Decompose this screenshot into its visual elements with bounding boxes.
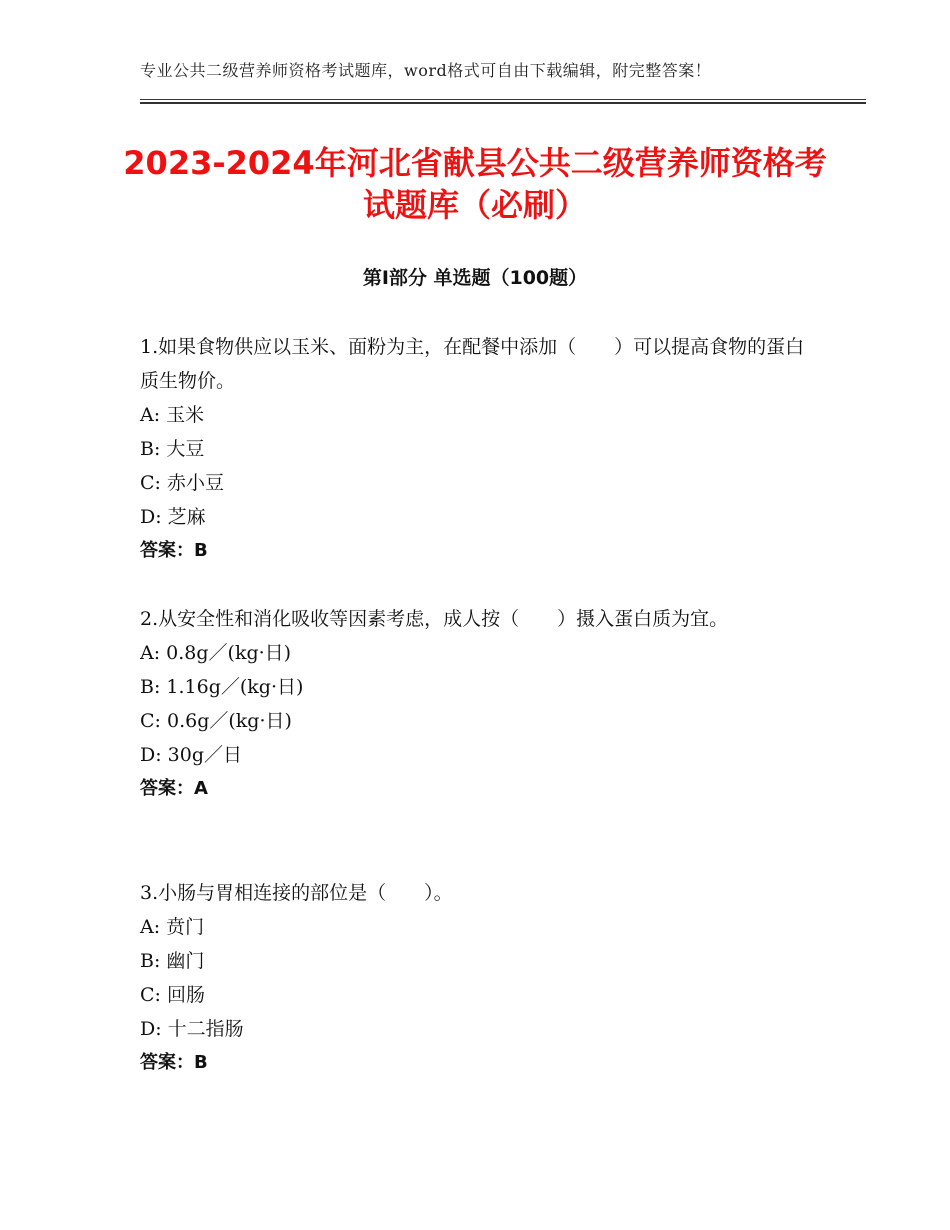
question-stem: 3.小肠与胃相连接的部位是（ ）。 bbox=[140, 882, 453, 904]
section-title: 第Ⅰ部分 单选题（100题） bbox=[362, 267, 588, 289]
option-c: C: 赤小豆 bbox=[140, 472, 224, 494]
question-2 bbox=[140, 602, 810, 806]
question-3 bbox=[140, 876, 810, 1080]
question-1 bbox=[140, 330, 810, 568]
option-d: D: 十二指肠 bbox=[140, 1018, 244, 1040]
answer: 答案：B bbox=[140, 1052, 208, 1073]
question-stem: 2.从安全性和消化吸收等因素考虑，成人按（ ）摄入蛋白质为宜。 bbox=[140, 608, 729, 630]
option-a: A: 玉米 bbox=[140, 404, 205, 426]
option-d: D: 30g／日 bbox=[140, 744, 243, 766]
option-b: B: 大豆 bbox=[140, 438, 205, 460]
option-c: C: 0.6g／(kg·日) bbox=[140, 710, 292, 732]
option-a: A: 贲门 bbox=[140, 916, 205, 938]
header-divider-thick bbox=[140, 102, 866, 104]
option-b: B: 1.16g／(kg·日) bbox=[140, 676, 304, 698]
answer: 答案：A bbox=[140, 778, 208, 799]
question-stem: 1.如果食物供应以玉米、面粉为主，在配餐中添加（ ）可以提高食物的蛋白质生物价。 bbox=[140, 336, 805, 392]
option-c: C: 回肠 bbox=[140, 984, 205, 1006]
option-b: B: 幽门 bbox=[140, 950, 205, 972]
header-divider-thin bbox=[140, 99, 866, 100]
document-title: 2023-2024年河北省献县公共二级营养师资格考试题库（必刷） bbox=[123, 144, 827, 224]
answer: 答案：B bbox=[140, 540, 208, 561]
option-d: D: 芝麻 bbox=[140, 506, 206, 528]
option-a: A: 0.8g／(kg·日) bbox=[140, 642, 292, 664]
header-note: 专业公共二级营养师资格考试题库，word格式可自由下载编辑，附完整答案！ bbox=[140, 61, 712, 80]
